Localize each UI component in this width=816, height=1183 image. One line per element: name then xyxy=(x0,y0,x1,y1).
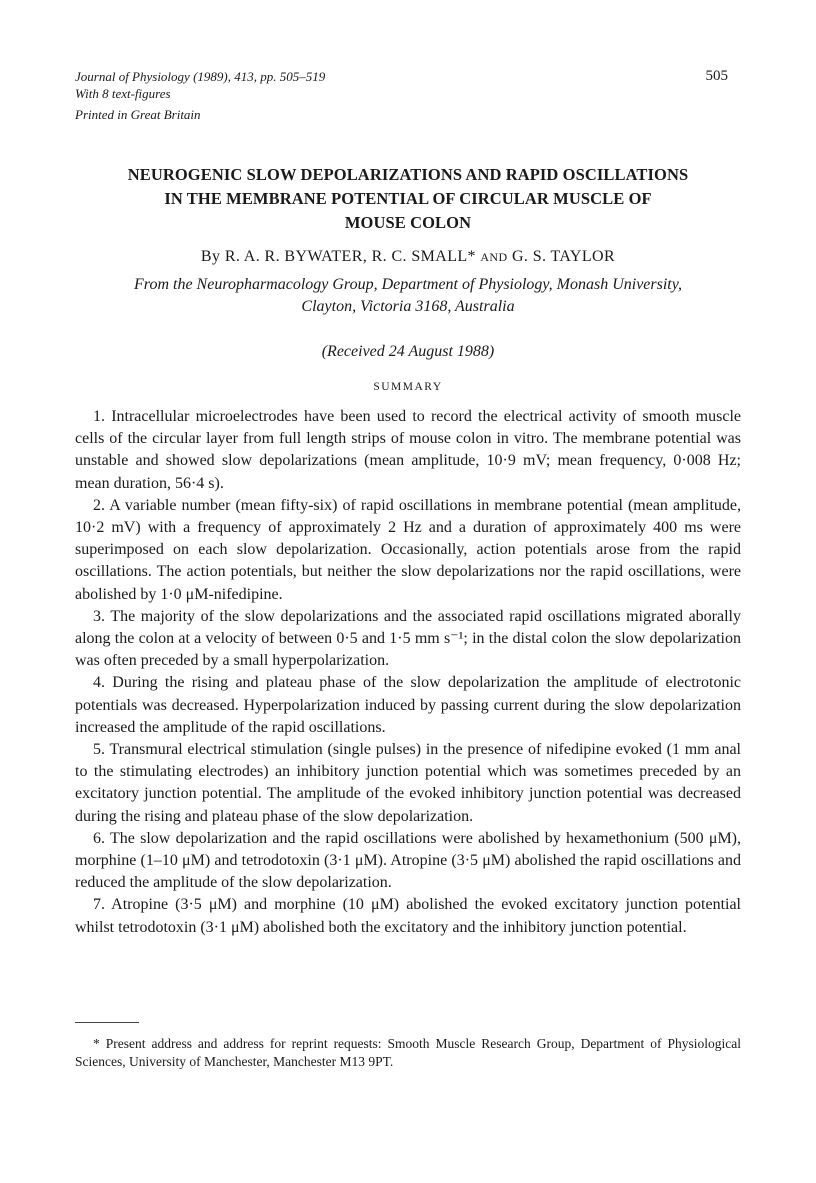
summary-heading: SUMMARY xyxy=(373,381,443,393)
author-and: AND xyxy=(480,250,508,264)
footnote-divider xyxy=(75,1022,139,1023)
author-line xyxy=(75,248,741,266)
article-title xyxy=(75,163,741,235)
footnote: * Present address and address for reprint requests: Smooth Muscle Research Group, Department of Physiological Sciences, University of Manchester, Manchester M13 9PT. xyxy=(75,1036,741,1069)
page-number: 505 xyxy=(705,68,728,84)
summary-paragraph: 5. Transmural electrical stimulation (single pulses) in the presence of nifedipine evoked (1 mm anal to the stimulating electrodes) an inhibitory junction potential which was sometimes preceded by an excitatory junction potential. The amplitude of the evoked inhibitory junction potential was decreased during the rising and plateau phase of the slow depolarization. xyxy=(75,741,741,825)
summary-paragraph: 6. The slow depolarization and the rapid oscillations were abolished by hexamethonium (500 μM), morphine (1–10 μM) and tetrodotoxin (3·1 μM). Atropine (3·5 μM) abolished the rapid oscillations and reduced the amplitude of the slow depolarization. xyxy=(75,829,741,892)
printed-note: Printed in Great Britain xyxy=(75,107,201,122)
title-line-2: IN THE MEMBRANE POTENTIAL OF CIRCULAR MUSCLE OF xyxy=(164,189,652,208)
summary-body xyxy=(75,406,741,939)
received-date: (Received 24 August 1988) xyxy=(321,343,495,360)
title-line-1: NEUROGENIC SLOW DEPOLARIZATIONS AND RAPID OSCILLATIONS xyxy=(127,165,689,184)
summary-paragraph: 7. Atropine (3·5 μM) and morphine (10 μM) abolished the evoked excitatory junction potential whilst tetrodotoxin (3·1 μM) abolished both the excitatory and the inhibitory junction potential. xyxy=(75,896,741,936)
summary-paragraph: 2. A variable number (mean fifty-six) of rapid oscillations in membrane potential (mean amplitude, 10·2 mV) with a frequency of approximately 2 Hz and a duration of approximately 400 ms were superimposed on each slow depolarization. Occasionally, action potentials arose from the rapid oscillations. The action potentials, but neither the slow depolarizations nor the rapid oscillations, were abolished by 1·0 μM-nifedipine. xyxy=(75,496,741,603)
author-by: By xyxy=(200,248,221,265)
summary-paragraph: 4. During the rising and plateau phase of the slow depolarization the amplitude of electrotonic potentials was decreased. Hyperpolarization induced by passing current during the slow depolarization increased the amplitude of the rapid oscillations. xyxy=(75,674,741,736)
figures-note: With 8 text-figures xyxy=(75,86,171,101)
summary-paragraph: 3. The majority of the slow depolarizations and the associated rapid oscillations migrated aborally along the colon at a velocity of between 0·5 and 1·5 mm s⁻¹; in the distal colon the slow depolarization was often preceded by a small hyperpolarization. xyxy=(75,607,741,670)
journal-citation: Journal of Physiology (1989), 413, pp. 505–519 xyxy=(75,69,326,84)
author-names-2: G. S. TAYLOR xyxy=(511,248,616,265)
affiliation-line-1: From the Neuropharmacology Group, Department of Physiology, Monash University, xyxy=(134,276,682,293)
affiliation xyxy=(75,274,741,318)
author-names-1: R. A. R. BYWATER, R. C. SMALL* xyxy=(224,248,476,265)
affiliation-line-2: Clayton, Victoria 3168, Australia xyxy=(301,298,515,315)
title-line-3: MOUSE COLON xyxy=(344,213,472,232)
summary-paragraph: 1. Intracellular microelectrodes have been used to record the electrical activity of smooth muscle cells of the circular layer from full length strips of mouse colon in vitro. The membrane potential was unstable and showed slow depolarizations (mean amplitude, 10·9 mV; mean frequency, 0·008 Hz; mean duration, 56·4 s). xyxy=(75,408,741,492)
